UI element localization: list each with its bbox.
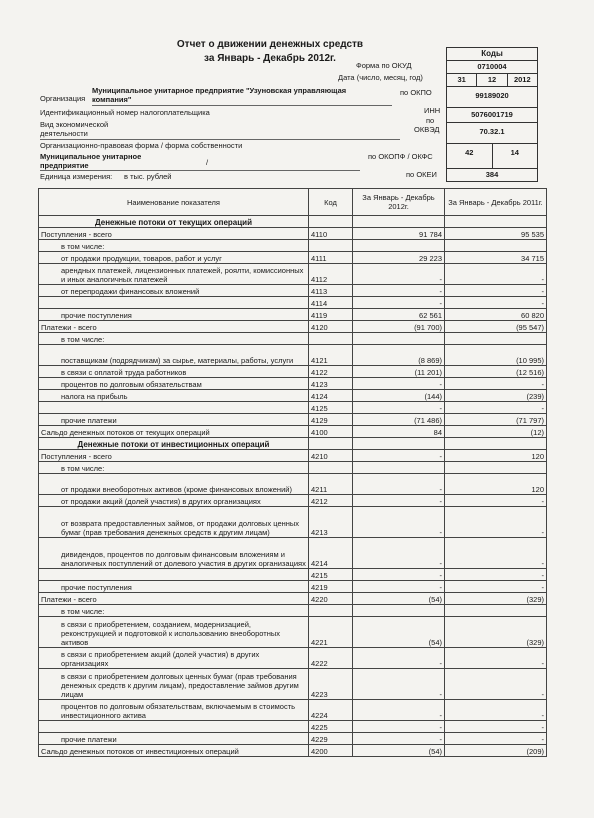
- row-code: 4100: [309, 426, 353, 438]
- row-value-2011: 120: [445, 450, 547, 462]
- row-value-2011: [445, 240, 547, 252]
- okfs-code: 14: [510, 148, 519, 157]
- legal-form-line2: предприятие: [40, 161, 89, 170]
- date-month: 12: [477, 74, 507, 86]
- table-row: [39, 345, 547, 366]
- table-row: [39, 474, 547, 495]
- row-name: процентов по долговым обязательствам, включаемым в стоимость инвестиционного актива: [39, 700, 309, 721]
- activity-label-1: Вид экономической: [40, 120, 109, 129]
- row-value-2012: (144): [353, 390, 445, 402]
- row-code: 4123: [309, 378, 353, 390]
- row-name: [39, 297, 309, 309]
- row-code: [309, 216, 353, 228]
- row-name: в связи с приобретением, созданием, модернизацией, реконструкцией и подготовкой к использованию внеоборотных активов: [39, 617, 309, 648]
- row-name: Денежные потоки от инвестиционных операций: [39, 438, 309, 450]
- table-row: [39, 538, 547, 569]
- row-value-2011: -: [445, 648, 547, 669]
- row-value-2011: [445, 216, 547, 228]
- row-value-2012: [353, 333, 445, 345]
- table-row: [39, 402, 547, 414]
- row-value-2012: 84: [353, 426, 445, 438]
- row-value-2011: -: [445, 264, 547, 285]
- row-value-2012: -: [353, 569, 445, 581]
- section-row: [39, 216, 547, 228]
- row-name: прочие поступления: [39, 309, 309, 321]
- row-name: в том числе:: [39, 605, 309, 617]
- row-value-2011: (12 516): [445, 366, 547, 378]
- table-row: [39, 414, 547, 426]
- table-row: [39, 745, 547, 757]
- row-value-2011: -: [445, 285, 547, 297]
- org-underline: [92, 105, 392, 106]
- row-name: [39, 721, 309, 733]
- row-code: 4225: [309, 721, 353, 733]
- activity-underline: [40, 139, 400, 140]
- row-code: 4125: [309, 402, 353, 414]
- col-header-code: Код: [309, 189, 353, 216]
- date-cells: [446, 74, 538, 87]
- row-value-2012: -: [353, 450, 445, 462]
- row-value-2011: (10 995): [445, 345, 547, 366]
- row-value-2011: [445, 438, 547, 450]
- codes-header: Коды: [446, 47, 538, 61]
- inn-code: 5076001719: [446, 108, 538, 123]
- org-name-line2: компания": [92, 95, 132, 104]
- table-row: [39, 569, 547, 581]
- col-header-name: Наименование показателя: [39, 189, 309, 216]
- row-value-2011: (209): [445, 745, 547, 757]
- report-title-block: [150, 38, 390, 66]
- row-value-2011: -: [445, 569, 547, 581]
- row-value-2012: -: [353, 402, 445, 414]
- row-name: арендных платежей, лицензионных платежей, роялти, комиссионных и иных аналогичных платежей: [39, 264, 309, 285]
- table-row: [39, 309, 547, 321]
- section-row: [39, 438, 547, 450]
- row-value-2011: -: [445, 538, 547, 569]
- row-value-2012: -: [353, 285, 445, 297]
- row-code: 4112: [309, 264, 353, 285]
- row-code: 4120: [309, 321, 353, 333]
- row-name: налога на прибыль: [39, 390, 309, 402]
- row-value-2011: [445, 605, 547, 617]
- table-row: [39, 617, 547, 648]
- row-value-2012: (54): [353, 593, 445, 605]
- row-name: Денежные потоки от текущих операций: [39, 216, 309, 228]
- row-value-2011: -: [445, 378, 547, 390]
- row-value-2012: -: [353, 474, 445, 495]
- row-value-2011: (239): [445, 390, 547, 402]
- row-value-2011: [445, 462, 547, 474]
- row-value-2011: -: [445, 495, 547, 507]
- date-year: 2012: [513, 75, 531, 84]
- row-code: 4222: [309, 648, 353, 669]
- row-code: 4114: [309, 297, 353, 309]
- table-row: [39, 450, 547, 462]
- table-row: [39, 333, 547, 345]
- row-name: в связи с приобретением акций (долей участия) в других организациях: [39, 648, 309, 669]
- okved-code: 70.32.1: [446, 123, 538, 144]
- row-value-2012: -: [353, 297, 445, 309]
- row-value-2011: -: [445, 733, 547, 745]
- row-value-2011: 34 715: [445, 252, 547, 264]
- unit-label: Единица измерения:: [40, 172, 113, 181]
- org-label: Организация: [40, 94, 86, 103]
- row-name: прочие платежи: [39, 733, 309, 745]
- row-value-2012: [353, 438, 445, 450]
- row-code: [309, 333, 353, 345]
- row-code: [309, 438, 353, 450]
- okei-label: по ОКЕИ: [406, 170, 437, 179]
- row-code: [309, 240, 353, 252]
- row-value-2012: -: [353, 507, 445, 538]
- row-code: 4129: [309, 414, 353, 426]
- row-code: 4122: [309, 366, 353, 378]
- table-row: [39, 240, 547, 252]
- row-value-2012: -: [353, 538, 445, 569]
- row-code: 4229: [309, 733, 353, 745]
- table-row: [39, 721, 547, 733]
- row-value-2011: 120: [445, 474, 547, 495]
- table-row: [39, 700, 547, 721]
- row-value-2012: (54): [353, 617, 445, 648]
- row-name: в том числе:: [39, 462, 309, 474]
- row-name: процентов по долговым обязательствам: [39, 378, 309, 390]
- row-name: Платежи - всего: [39, 593, 309, 605]
- unit-value: в тыс. рублей: [124, 172, 172, 181]
- row-value-2012: (8 869): [353, 345, 445, 366]
- row-name: Поступления - всего: [39, 228, 309, 240]
- row-name: прочие поступления: [39, 581, 309, 593]
- org-name-line1: Муниципальное унитарное предприятие "Узуновская управляющая: [92, 86, 347, 95]
- row-code: 4110: [309, 228, 353, 240]
- row-name: от продажи акций (долей участия) в других организациях: [39, 495, 309, 507]
- inn-label: ИНН: [424, 106, 441, 115]
- row-code: 4224: [309, 700, 353, 721]
- col-header-2011: За Январь - Декабрь 2011г.: [445, 189, 547, 216]
- row-name: Сальдо денежных потоков от текущих операций: [39, 426, 309, 438]
- row-code: [309, 605, 353, 617]
- table-row: [39, 285, 547, 297]
- row-value-2012: (11 201): [353, 366, 445, 378]
- legal-form-line1: Муниципальное унитарное: [40, 152, 142, 161]
- row-code: 4124: [309, 390, 353, 402]
- row-code: 4221: [309, 617, 353, 648]
- row-value-2012: [353, 605, 445, 617]
- row-value-2011: [445, 333, 547, 345]
- row-value-2011: -: [445, 402, 547, 414]
- row-code: [309, 462, 353, 474]
- col-header-2012: За Январь - Декабрь 2012г.: [353, 189, 445, 216]
- table-row: [39, 321, 547, 333]
- row-value-2011: -: [445, 700, 547, 721]
- row-name: Платежи - всего: [39, 321, 309, 333]
- table-row: [39, 390, 547, 402]
- row-value-2011: -: [445, 721, 547, 733]
- row-name: [39, 402, 309, 414]
- table-row: [39, 297, 547, 309]
- okud-code: 0710004: [446, 61, 538, 74]
- date-label: Дата (число, месяц, год): [338, 73, 423, 82]
- row-code: 4215: [309, 569, 353, 581]
- row-name: от продажи внеоборотных активов (кроме финансовых вложений): [39, 474, 309, 495]
- row-code: 4212: [309, 495, 353, 507]
- row-name: в связи с оплатой труда работников: [39, 366, 309, 378]
- row-value-2012: 62 561: [353, 309, 445, 321]
- okpo-label: по ОКПО: [400, 88, 432, 97]
- activity-label-2: деятельности: [40, 129, 88, 138]
- row-value-2012: -: [353, 581, 445, 593]
- row-value-2011: (329): [445, 617, 547, 648]
- legal-form-slash: /: [206, 158, 209, 167]
- report-period: за Январь - Декабрь 2012г.: [204, 53, 336, 64]
- table-row: [39, 605, 547, 617]
- row-code: 4200: [309, 745, 353, 757]
- row-value-2012: (71 486): [353, 414, 445, 426]
- table-body: [39, 216, 547, 757]
- row-name: Сальдо денежных потоков от инвестиционных операций: [39, 745, 309, 757]
- okopf-cells: [446, 144, 538, 169]
- row-code: 4119: [309, 309, 353, 321]
- row-name: дивидендов, процентов по долговым финансовым вложениям и аналогичных поступлений от долевого участия в других организациях: [39, 538, 309, 569]
- row-code: 4211: [309, 474, 353, 495]
- row-value-2012: [353, 462, 445, 474]
- row-value-2012: 91 784: [353, 228, 445, 240]
- table-row: [39, 733, 547, 745]
- row-value-2012: 29 223: [353, 252, 445, 264]
- row-code: 4121: [309, 345, 353, 366]
- okpo-code: 99189020: [446, 87, 538, 108]
- row-value-2012: -: [353, 721, 445, 733]
- legal-form-label: Организационно-правовая форма / форма собственности: [40, 141, 243, 150]
- row-code: 4210: [309, 450, 353, 462]
- row-name: от перепродажи финансовых вложений: [39, 285, 309, 297]
- row-value-2011: 60 820: [445, 309, 547, 321]
- table-row: [39, 648, 547, 669]
- row-name: от возврата предоставленных займов, от продажи долговых ценных бумаг (прав требования денежных средств к другим лицам): [39, 507, 309, 538]
- table-row: [39, 252, 547, 264]
- okei-code: 384: [446, 169, 538, 182]
- legal-form-underline: [40, 170, 360, 171]
- row-value-2011: (95 547): [445, 321, 547, 333]
- row-name: в связи с приобретением долговых ценных бумаг (прав требования денежных средств к другим лицам), предоставление займов другим лицам: [39, 669, 309, 700]
- row-value-2012: -: [353, 264, 445, 285]
- codes-box: [446, 47, 538, 182]
- okopf-code: 42: [447, 144, 493, 168]
- row-value-2012: [353, 216, 445, 228]
- row-value-2012: -: [353, 495, 445, 507]
- row-code: 4113: [309, 285, 353, 297]
- table-row: [39, 593, 547, 605]
- table-row: [39, 366, 547, 378]
- okved-label-2: ОКВЭД: [414, 125, 440, 134]
- okved-label-1: по: [426, 116, 435, 125]
- row-name: от продажи продукции, товаров, работ и услуг: [39, 252, 309, 264]
- table-row: [39, 581, 547, 593]
- row-name: [39, 569, 309, 581]
- table-header-row: [39, 189, 547, 216]
- row-value-2012: -: [353, 733, 445, 745]
- row-value-2011: (71 797): [445, 414, 547, 426]
- cash-flow-table: [38, 188, 547, 757]
- table-row: [39, 462, 547, 474]
- row-value-2012: -: [353, 700, 445, 721]
- okopf-label: по ОКОПФ / ОКФС: [368, 152, 433, 161]
- row-name: прочие платежи: [39, 414, 309, 426]
- row-code: 4220: [309, 593, 353, 605]
- table-row: [39, 507, 547, 538]
- row-value-2011: -: [445, 297, 547, 309]
- row-value-2011: -: [445, 581, 547, 593]
- row-name: Поступления - всего: [39, 450, 309, 462]
- date-day: 31: [447, 74, 477, 86]
- row-value-2012: -: [353, 378, 445, 390]
- row-value-2011: -: [445, 507, 547, 538]
- row-name: поставщикам (подрядчикам) за сырье, материалы, работы, услуги: [39, 345, 309, 366]
- table-row: [39, 426, 547, 438]
- table-row: [39, 495, 547, 507]
- row-value-2012: (91 700): [353, 321, 445, 333]
- row-name: в том числе:: [39, 240, 309, 252]
- row-code: 4111: [309, 252, 353, 264]
- row-value-2011: (12): [445, 426, 547, 438]
- row-value-2011: (329): [445, 593, 547, 605]
- okud-label: Форма по ОКУД: [356, 61, 412, 70]
- row-value-2012: -: [353, 648, 445, 669]
- table-row: [39, 264, 547, 285]
- row-code: 4223: [309, 669, 353, 700]
- row-code: 4214: [309, 538, 353, 569]
- row-value-2011: -: [445, 669, 547, 700]
- table-row: [39, 669, 547, 700]
- row-value-2012: (54): [353, 745, 445, 757]
- row-value-2011: 95 535: [445, 228, 547, 240]
- row-code: 4219: [309, 581, 353, 593]
- row-value-2012: [353, 240, 445, 252]
- row-name: в том числе:: [39, 333, 309, 345]
- report-title: Отчет о движении денежных средств: [176, 39, 364, 50]
- table-row: [39, 228, 547, 240]
- row-value-2012: -: [353, 669, 445, 700]
- table-row: [39, 378, 547, 390]
- inn-caption: Идентификационный номер налогоплательщика: [40, 108, 210, 117]
- row-code: 4213: [309, 507, 353, 538]
